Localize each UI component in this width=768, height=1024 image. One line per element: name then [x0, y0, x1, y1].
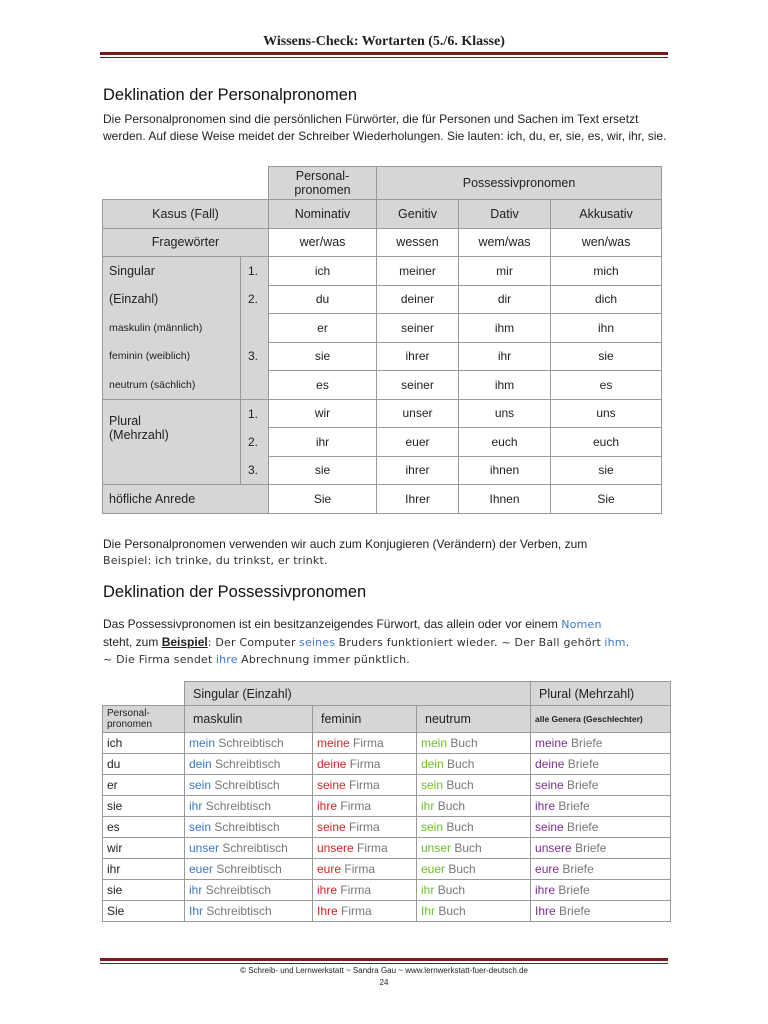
possessiv-pronoun: seine	[535, 778, 564, 792]
possessiv-pronoun: seine	[535, 820, 564, 834]
table-cell: mich	[551, 257, 662, 286]
personalpronomen-cell: du	[103, 754, 185, 775]
table-cell: euer	[377, 428, 459, 457]
example-text: : Der Computer	[207, 635, 296, 649]
possessiv-pronoun: dein	[421, 757, 444, 771]
table-row	[103, 880, 671, 901]
possessiv-pronoun: meine	[535, 736, 568, 750]
noun: Briefe	[558, 799, 590, 813]
possessiv-pronoun: mein	[421, 736, 448, 750]
personalpronomen-table	[102, 166, 662, 514]
footer-rule	[100, 958, 668, 961]
table-cell: ihr	[269, 428, 377, 457]
possessiv-cell	[531, 733, 671, 754]
noun: Firma	[349, 757, 381, 771]
possessiv-pronoun: Ihre	[535, 904, 556, 918]
example-highlight: ihre	[215, 653, 238, 666]
personalpronomen-cell: ihr	[103, 859, 185, 880]
row-number: 3.	[241, 342, 269, 371]
possessiv-pronoun: Ihr	[189, 904, 204, 918]
possessiv-cell	[185, 859, 313, 880]
fragewort-cell: wem/was	[459, 228, 551, 257]
personalpronomen-cell: es	[103, 817, 185, 838]
header-dativ: Dativ	[459, 200, 551, 229]
konjugieren-example: Beispiel: ich trinke, du trinkst, er trinkt.	[103, 553, 328, 567]
possessiv-pronoun: eure	[317, 862, 342, 876]
possessiv-cell	[417, 838, 531, 859]
noun: Schreibtisch	[215, 757, 281, 771]
noun: Schreibtisch	[214, 820, 280, 834]
table-cell: uns	[551, 399, 662, 428]
table-cell: ihm	[459, 371, 551, 400]
label-neutrum: neutrum (sächlich)	[103, 371, 241, 400]
noun: Schreibtisch	[205, 883, 272, 897]
table-cell: ihrer	[377, 456, 459, 485]
table-cell: sie	[269, 342, 377, 371]
table-cell: mir	[459, 257, 551, 286]
nomen-word: Nomen	[561, 618, 602, 631]
possessiv-pronoun: ihre	[535, 799, 556, 813]
possessiv-pronoun: deine	[535, 757, 565, 771]
possessiv-cell	[185, 817, 313, 838]
fragewort-cell: wer/was	[269, 228, 377, 257]
possessiv-cell	[185, 880, 313, 901]
table-cell: ich	[269, 257, 377, 286]
possessiv-cell	[185, 754, 313, 775]
label-hoefliche-anrede: höfliche Anrede	[103, 485, 269, 514]
noun: Briefe	[571, 736, 603, 750]
table-cell: du	[269, 285, 377, 314]
noun: Briefe	[558, 883, 590, 897]
table-row	[103, 796, 671, 817]
possessiv-pronoun: unsere	[317, 841, 354, 855]
possessiv-pronoun: euer	[189, 862, 214, 876]
noun: Buch	[454, 841, 482, 855]
table-row	[103, 733, 671, 754]
label-singular-sub: (Einzahl)	[103, 285, 241, 314]
example-text: .	[625, 635, 630, 649]
possessiv-cell	[313, 859, 417, 880]
possessiv-pronoun: dein	[189, 757, 212, 771]
possessiv-pronoun: Ihr	[421, 904, 436, 918]
header-feminin: feminin	[313, 706, 417, 733]
possessiv-cell	[531, 754, 671, 775]
noun: Firma	[349, 778, 380, 792]
header-genitiv: Genitiv	[377, 200, 459, 229]
table-cell: meiner	[377, 257, 459, 286]
table-cell: deiner	[377, 285, 459, 314]
possessiv-pronoun: ihre	[535, 883, 556, 897]
intro-line: Das Possessivpronomen ist ein besitzanzeigendes Fürwort, das allein oder vor einem	[103, 617, 558, 631]
possessiv-cell	[313, 817, 417, 838]
possessiv-pronoun: ihr	[421, 799, 435, 813]
example-text: Abrechnung immer pünktlich.	[241, 653, 410, 666]
table-cell: es	[551, 371, 662, 400]
header-akkusativ: Akkusativ	[551, 200, 662, 229]
header-alle-genera: alle Genera (Geschlechter)	[531, 706, 671, 733]
possessiv-cell	[313, 880, 417, 901]
possessiv-pronoun: ihre	[317, 883, 338, 897]
noun: Buch	[437, 799, 466, 813]
example-highlight: seines	[299, 635, 336, 649]
label-feminin: feminin (weiblich)	[103, 342, 241, 371]
row-number: 1.	[241, 399, 269, 428]
label-plural: Plural	[103, 399, 241, 428]
possessiv-cell	[417, 901, 531, 922]
table-cell: uns	[459, 399, 551, 428]
fragewort-cell: wessen	[377, 228, 459, 257]
possessiv-cell	[417, 754, 531, 775]
noun: Buch	[447, 757, 475, 771]
table-cell: ihrer	[377, 342, 459, 371]
possessiv-pronoun: ihr	[421, 883, 435, 897]
personalpronomen-cell: Sie	[103, 901, 185, 922]
noun: Buch	[446, 778, 474, 792]
noun: Schreibtisch	[222, 841, 288, 855]
intro-paragraph-personalpronomen: Die Personalpronomen sind die persönlichen Fürwörter, die für Personen und Sachen im Text ersetzt werden. Auf diese Weise meidet der Schreiber Wiederholungen. Sie lauten: ich, du, er, sie, es, wir, ihr, sie.	[103, 112, 667, 143]
noun: Schreibtisch	[218, 736, 284, 750]
noun: Buch	[437, 883, 466, 897]
label-maskulin: maskulin (männlich)	[103, 314, 241, 343]
possessiv-pronoun: sein	[189, 778, 212, 792]
possessiv-cell	[417, 733, 531, 754]
document-header-title: Wissens-Check: Wortarten (5./6. Klasse)	[263, 34, 505, 49]
possessiv-pronoun: ihr	[189, 883, 203, 897]
header-plural: Plural (Mehrzahl)	[531, 682, 671, 706]
table-cell: euch	[551, 428, 662, 457]
row-number: 2.	[241, 285, 269, 314]
footer-copyright: © Schreib- und Lernwerkstatt ~ Sandra Gau ~ www.lernwerkstatt-fuer-deutsch.de	[240, 966, 528, 975]
possessiv-cell	[313, 754, 417, 775]
table-cell: er	[269, 314, 377, 343]
table-cell: ihn	[551, 314, 662, 343]
possessiv-cell	[417, 796, 531, 817]
possessiv-cell	[531, 838, 671, 859]
table-row	[103, 817, 671, 838]
table-cell: euch	[459, 428, 551, 457]
possessiv-pronoun: sein	[189, 820, 212, 834]
possessiv-cell	[313, 775, 417, 796]
possessiv-pronoun: euer	[421, 862, 446, 876]
header-maskulin: maskulin	[185, 706, 313, 733]
noun: Buch	[438, 904, 466, 918]
table-cell: sie	[551, 342, 662, 371]
header-nominativ: Nominativ	[269, 200, 377, 229]
row-number: 2.	[241, 428, 269, 457]
possessiv-pronoun: seine	[317, 820, 346, 834]
table-cell: ihr	[459, 342, 551, 371]
noun: Schreibtisch	[206, 904, 272, 918]
possessiv-cell	[313, 733, 417, 754]
label-plural-sub: (Mehrzahl)	[103, 428, 241, 457]
footer-rule-thin	[100, 963, 668, 964]
possessiv-cell	[531, 901, 671, 922]
possessiv-cell	[531, 796, 671, 817]
personalpronomen-cell: er	[103, 775, 185, 796]
noun: Briefe	[567, 820, 599, 834]
noun: Buch	[446, 820, 474, 834]
personalpronomen-cell: sie	[103, 796, 185, 817]
table-cell: wir	[269, 399, 377, 428]
example-text: Bruders funktioniert wieder. ~ Der Ball gehört	[338, 635, 601, 649]
noun: Firma	[340, 883, 372, 897]
table-row	[103, 775, 671, 796]
possessiv-pronoun: ihr	[189, 799, 203, 813]
possessiv-pronoun: Ihre	[317, 904, 338, 918]
possessiv-cell	[531, 880, 671, 901]
header-rule-thin	[100, 57, 668, 58]
personalpronomen-cell: sie	[103, 880, 185, 901]
possessiv-cell	[185, 901, 313, 922]
possessiv-pronoun: mein	[189, 736, 216, 750]
noun: Buch	[450, 736, 478, 750]
table-cell: Ihrer	[377, 485, 459, 514]
table-cell: unser	[377, 399, 459, 428]
noun: Briefe	[559, 904, 591, 918]
section-heading-personalpronomen: Deklination der Personalpronomen	[103, 86, 358, 104]
table-cell: ihnen	[459, 456, 551, 485]
noun: Firma	[357, 841, 388, 855]
possessiv-pronoun: sein	[421, 820, 444, 834]
example-text: ~ Die Firma sendet	[103, 653, 213, 666]
noun: Briefe	[567, 757, 600, 771]
possessiv-pronoun: sein	[421, 778, 444, 792]
table-cell: dich	[551, 285, 662, 314]
possessiv-cell	[417, 859, 531, 880]
header-possessivpronomen: Possessivpronomen	[377, 167, 662, 200]
noun: Schreibtisch	[205, 799, 272, 813]
table-cell: seiner	[377, 314, 459, 343]
personalpronomen-cell: ich	[103, 733, 185, 754]
noun: Firma	[344, 862, 376, 876]
possessiv-cell	[185, 733, 313, 754]
table-cell: es	[269, 371, 377, 400]
beispiel-label: Beispiel	[161, 634, 208, 649]
noun: Firma	[349, 820, 380, 834]
possessiv-cell	[313, 796, 417, 817]
possessiv-cell	[417, 880, 531, 901]
possessiv-pronoun: meine	[317, 736, 350, 750]
row-number: 3.	[241, 456, 269, 485]
possessiv-cell	[313, 838, 417, 859]
table-cell: ihm	[459, 314, 551, 343]
noun: Schreibtisch	[214, 778, 280, 792]
possessiv-pronoun: deine	[317, 757, 347, 771]
noun: Briefe	[567, 778, 599, 792]
konjugieren-paragraph	[103, 536, 671, 569]
header-personalpronomen-2: Personal- pronomen	[103, 706, 185, 733]
table-row	[103, 754, 671, 775]
table-cell: sie	[269, 456, 377, 485]
table-row	[103, 859, 671, 880]
noun: Buch	[448, 862, 476, 876]
header-personalpronomen: Personal- pronomen	[269, 167, 377, 200]
fragewort-cell: wen/was	[551, 228, 662, 257]
possessiv-pronoun: eure	[535, 862, 560, 876]
header-kasus: Kasus (Fall)	[103, 200, 269, 229]
noun: Firma	[340, 799, 372, 813]
possessiv-cell	[417, 775, 531, 796]
possessiv-cell	[531, 775, 671, 796]
example-highlight: ihm	[604, 635, 626, 649]
possessiv-pronoun: unser	[421, 841, 452, 855]
section-heading-possessivpronomen: Deklination der Possessivpronomen	[103, 583, 367, 601]
table-cell: dir	[459, 285, 551, 314]
personalpronomen-cell: wir	[103, 838, 185, 859]
header-neutrum: neutrum	[417, 706, 531, 733]
intro-steht: steht, zum	[103, 634, 159, 649]
label-singular: Singular	[103, 257, 241, 286]
noun: Briefe	[575, 841, 607, 855]
page-number: 24	[379, 978, 389, 987]
konjugieren-text: Die Personalpronomen verwenden wir auch zum Konjugieren (Verändern) der Verben, zum	[103, 537, 588, 551]
noun: Briefe	[562, 862, 594, 876]
possessivpronomen-table	[102, 681, 671, 922]
table-cell: seiner	[377, 371, 459, 400]
noun: Firma	[353, 736, 384, 750]
possessiv-cell	[313, 901, 417, 922]
possessiv-pronoun: unsere	[535, 841, 572, 855]
possessiv-cell	[185, 775, 313, 796]
possessiv-pronoun: ihre	[317, 799, 338, 813]
possessiv-pronoun: unser	[189, 841, 220, 855]
possessiv-cell	[185, 838, 313, 859]
table-cell: Sie	[269, 485, 377, 514]
header-rule	[100, 52, 668, 55]
table-cell: Ihnen	[459, 485, 551, 514]
table-row	[103, 838, 671, 859]
table-cell: Sie	[551, 485, 662, 514]
noun: Schreibtisch	[216, 862, 282, 876]
header-singular: Singular (Einzahl)	[185, 682, 531, 706]
label-fragewoerter: Fragewörter	[103, 228, 269, 257]
possessiv-cell	[185, 796, 313, 817]
noun: Firma	[341, 904, 372, 918]
intro-paragraph-possessivpronomen	[103, 616, 671, 669]
table-row	[103, 901, 671, 922]
possessiv-cell	[417, 817, 531, 838]
possessiv-cell	[531, 817, 671, 838]
possessiv-cell	[531, 859, 671, 880]
row-number: 1.	[241, 257, 269, 286]
possessiv-pronoun: seine	[317, 778, 346, 792]
table-cell: sie	[551, 456, 662, 485]
